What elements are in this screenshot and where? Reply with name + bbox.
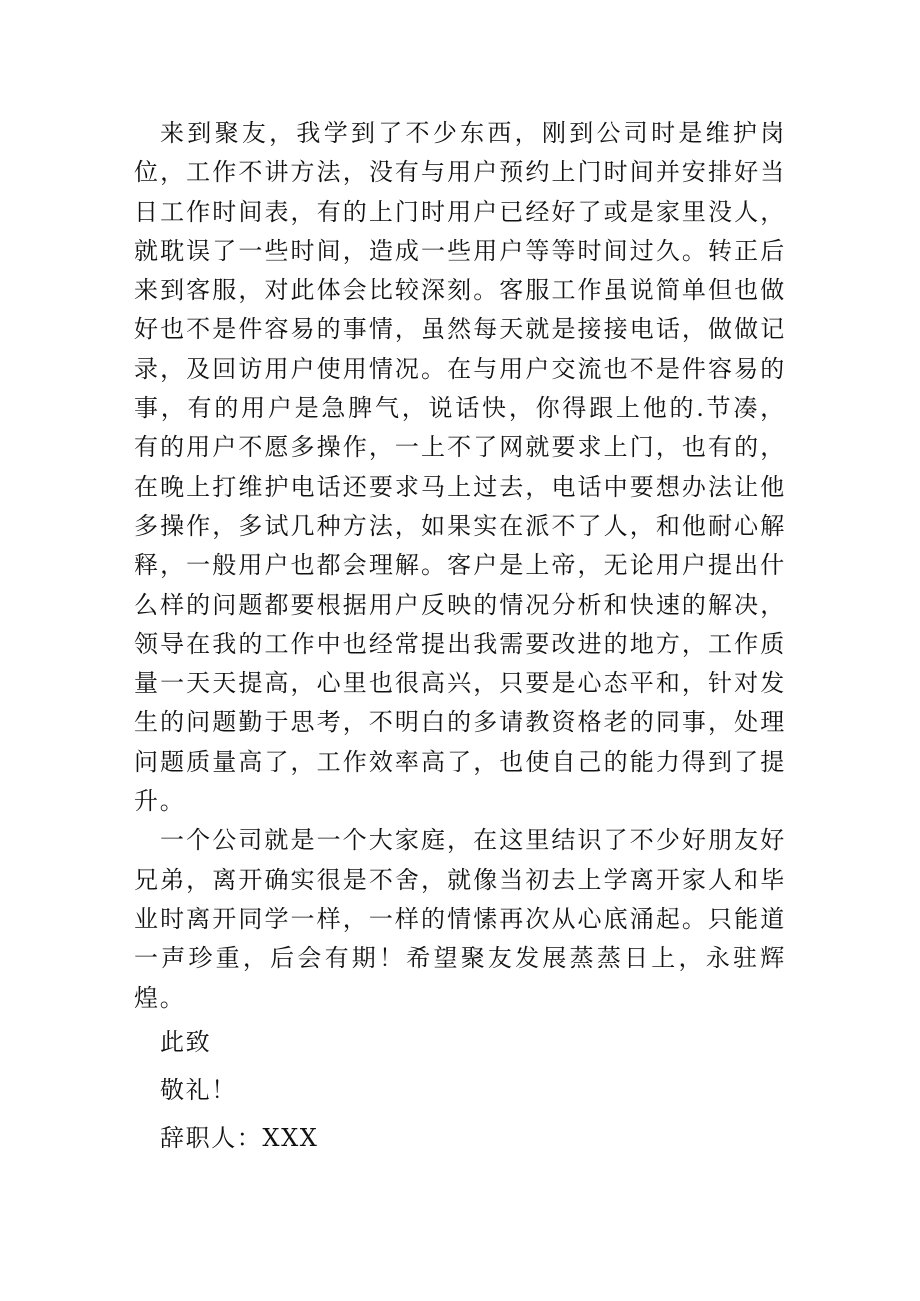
signature-name: XXX [262,1123,319,1152]
body-paragraph-1: 来到聚友，我学到了不少东西，刚到公司时是维护岗位，工作不讲方法，没有与用户预约上门时间并安排好当日工作时间表，有的上门时用户已经好了或是家里没人，就耽误了一些时间，造成一些用户等等时间过久。转正后来到客服，对此体会比较深刻。客服工作虽说简单但也做好也不是件容易的事情，虽然每天就是接接电话，做做记录，及回访用户使用情况。在与用户交流也不是件容易的事，有的用户是急脾气，说话快，你得跟上他的.节凑，有的用户不愿多操作，一上不了网就要求上门，也有的，在晚上打维护电话还要求马上过去，电话中要想办法让他多操作，多试几种方法，如果实在派不了人，和他耐心解释，一般用户也都会理解。客户是上帝，无论用户提出什么样的问题都要根据用户反映的情况分析和快速的解决，领导在我的工作中也经常提出我需要改进的地方，工作质量一天天提高，心里也很高兴，只要是心态平和，针对发生的问题勤于思考，不明白的多请教资格老的同事，处理问题质量高了，工作效率高了，也使自己的能力得到了提升。 [134,119,786,816]
signature-line [134,1114,786,1162]
closing-regards: 敬礼！ [160,1075,237,1104]
signature-label: 辞职人： [160,1123,263,1152]
body-paragraph-2: 一个公司就是一个大家庭，在这里结识了不少好朋友好兄弟，离开确实很是不舍，就像当初去上学离开家人和毕业时离开同学一样，一样的情愫再次从心底涌起。只能道一声珍重，后会有期！希望聚友发展蒸蒸日上，永驻辉煌。 [134,826,786,1012]
document-page [134,114,786,1162]
closing-salutation: 此致 [160,1027,212,1056]
